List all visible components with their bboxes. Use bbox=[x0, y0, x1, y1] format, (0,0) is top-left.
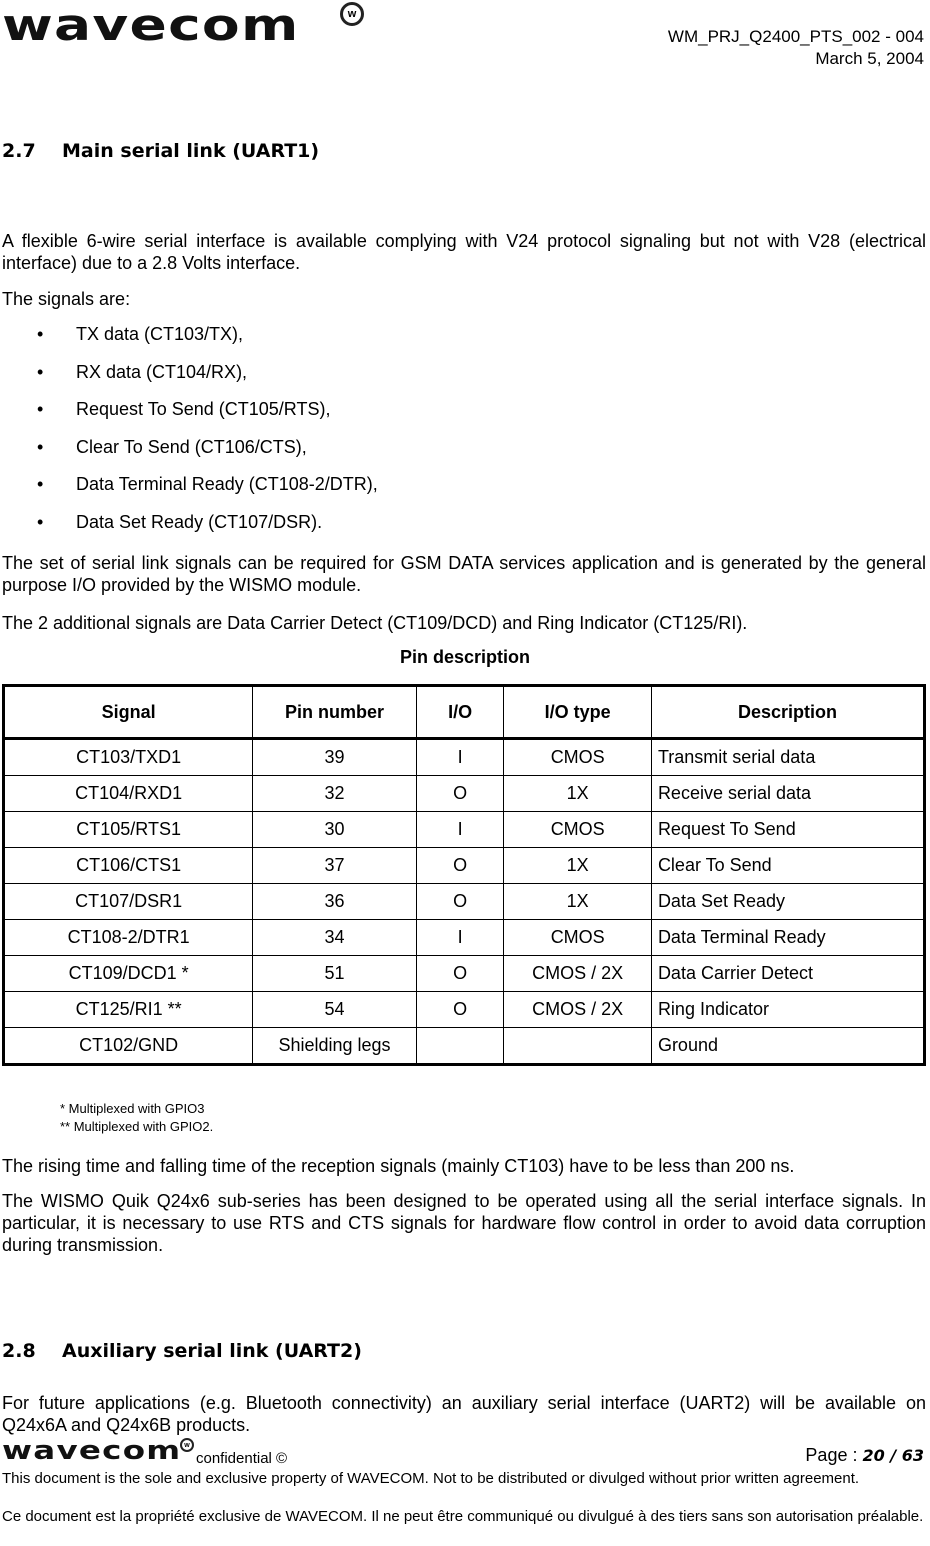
page-indicator bbox=[805, 1445, 924, 1466]
column-header: Pin number bbox=[253, 686, 417, 739]
additional-signals-paragraph: The 2 additional signals are Data Carrier Detect (CT109/DCD) and Ring Indicator (CT125/RI). bbox=[2, 613, 748, 633]
footnote-gpio3: * Multiplexed with GPIO3 bbox=[60, 1101, 205, 1116]
table-cell: Clear To Send bbox=[651, 848, 924, 884]
table-cell: 1X bbox=[504, 848, 652, 884]
table-cell: 39 bbox=[253, 739, 417, 776]
gsm-paragraph: The set of serial link signals can be required for GSM DATA services application and is generated by the general purpose I/O provided by the WISMO module. bbox=[2, 553, 926, 595]
table-cell: CT102/GND bbox=[4, 1028, 253, 1065]
section-heading-2-7 bbox=[2, 140, 319, 162]
list-item: • Data Set Ready (CT107/DSR). bbox=[2, 504, 378, 542]
bullet-icon: • bbox=[37, 436, 44, 457]
list-item: • Data Terminal Ready (CT108-2/DTR), bbox=[2, 466, 378, 504]
table-row bbox=[4, 884, 925, 920]
bullet-icon: • bbox=[37, 399, 44, 420]
list-item: • RX data (CT104/RX), bbox=[2, 354, 378, 392]
table-cell: O bbox=[416, 884, 504, 920]
table-header-row bbox=[4, 686, 925, 739]
table-row bbox=[4, 956, 925, 992]
pin-description-table bbox=[2, 684, 926, 1066]
table-row bbox=[4, 812, 925, 848]
column-header: I/O bbox=[416, 686, 504, 739]
wavecom-logo: wavecom bbox=[2, 0, 300, 51]
table-cell: 51 bbox=[253, 956, 417, 992]
table-cell: CT109/DCD1 * bbox=[4, 956, 253, 992]
table-cell: 37 bbox=[253, 848, 417, 884]
table-cell bbox=[504, 1028, 652, 1065]
table-cell: CMOS bbox=[504, 812, 652, 848]
table-cell: CT105/RTS1 bbox=[4, 812, 253, 848]
wavecom-badge-icon: w bbox=[340, 2, 364, 26]
table-cell: CT103/TXD1 bbox=[4, 739, 253, 776]
table-cell: I bbox=[416, 812, 504, 848]
table-cell: CMOS / 2X bbox=[504, 956, 652, 992]
list-item: • Clear To Send (CT106/CTS), bbox=[2, 429, 378, 467]
table-cell: Data Terminal Ready bbox=[651, 920, 924, 956]
table-row bbox=[4, 1028, 925, 1065]
table-cell: Transmit serial data bbox=[651, 739, 924, 776]
table-row bbox=[4, 739, 925, 776]
table-cell: 32 bbox=[253, 776, 417, 812]
document-header-info bbox=[668, 26, 924, 70]
table-cell: O bbox=[416, 848, 504, 884]
table-cell: CMOS / 2X bbox=[504, 992, 652, 1028]
table-footnotes bbox=[60, 1100, 213, 1136]
table-cell: 36 bbox=[253, 884, 417, 920]
page-label: Page : bbox=[805, 1445, 858, 1465]
table-cell: O bbox=[416, 776, 504, 812]
table-cell: O bbox=[416, 956, 504, 992]
table-cell: CMOS bbox=[504, 920, 652, 956]
bullet-icon: • bbox=[37, 324, 44, 344]
table-cell: CT107/DSR1 bbox=[4, 884, 253, 920]
bullet-icon: • bbox=[37, 361, 44, 382]
signals-label: The signals are: bbox=[2, 289, 131, 309]
document-id: WM_PRJ_Q2400_PTS_002 - 004 bbox=[667, 27, 924, 46]
footer-notice-fr: Ce document est la propriété exclusive de WAVECOM. Il ne peut être communiqué ou divulgué à des tiers sans son autorisation préalable. bbox=[2, 1508, 924, 1525]
footer-badge-icon: w bbox=[180, 1438, 194, 1452]
table-cell: Receive serial data bbox=[651, 776, 924, 812]
section-title: Auxiliary serial link (UART2) bbox=[62, 1340, 362, 1362]
table-cell bbox=[416, 1028, 504, 1065]
table-cell: CT108-2/DTR1 bbox=[4, 920, 253, 956]
table-row bbox=[4, 992, 925, 1028]
footer-wavecom-logo: wavecom bbox=[2, 1436, 182, 1466]
table-caption: Pin description bbox=[399, 647, 531, 667]
table-cell: CT104/RXD1 bbox=[4, 776, 253, 812]
uart2-paragraph: For future applications (e.g. Bluetooth connectivity) an auxiliary serial interface (UART2) will be available on Q24x6A and Q24x6B products. bbox=[2, 1393, 926, 1435]
table-cell: Request To Send bbox=[651, 812, 924, 848]
table-cell: 1X bbox=[504, 776, 652, 812]
confidential-label: confidential © bbox=[196, 1450, 288, 1467]
column-header: Description bbox=[651, 686, 924, 739]
table-cell: Data Set Ready bbox=[651, 884, 924, 920]
footer-notice-en: This document is the sole and exclusive property of WAVECOM. Not to be distributed or divulged without prior written agreement. bbox=[2, 1470, 860, 1487]
table-cell: Ground bbox=[651, 1028, 924, 1065]
table-cell: 54 bbox=[253, 992, 417, 1028]
section-title: Main serial link (UART1) bbox=[62, 140, 320, 162]
table-cell: I bbox=[416, 739, 504, 776]
document-date: March 5, 2004 bbox=[815, 49, 924, 68]
section-number: 2.7 bbox=[2, 140, 36, 162]
page-number: 20 / 63 bbox=[862, 1446, 924, 1465]
column-header: I/O type bbox=[504, 686, 652, 739]
list-item: • TX data (CT103/TX), bbox=[2, 316, 378, 354]
rising-time-paragraph: The rising time and falling time of the reception signals (mainly CT103) have to be less than 200 ns. bbox=[2, 1156, 795, 1176]
table-cell: I bbox=[416, 920, 504, 956]
column-header: Signal bbox=[4, 686, 253, 739]
table-cell: 30 bbox=[253, 812, 417, 848]
signal-bullet-list bbox=[2, 316, 378, 542]
intro-paragraph: A flexible 6-wire serial interface is available complying with V24 protocol signaling but not with V28 (electrical interface) due to a 2.8 Volts interface. bbox=[2, 231, 926, 273]
list-item: • Request To Send (CT105/RTS), bbox=[2, 391, 378, 429]
table-cell: CT106/CTS1 bbox=[4, 848, 253, 884]
table-cell: 34 bbox=[253, 920, 417, 956]
table-row bbox=[4, 776, 925, 812]
table-row bbox=[4, 848, 925, 884]
table-cell: Shielding legs bbox=[253, 1028, 417, 1065]
footnote-gpio2: ** Multiplexed with GPIO2. bbox=[60, 1119, 214, 1134]
wismo-paragraph: The WISMO Quik Q24x6 sub-series has been designed to be operated using all the serial interface signals. In particular, it is necessary to use RTS and CTS signals for hardware flow control in order to avoid data corruption during transmission. bbox=[2, 1191, 926, 1255]
bullet-icon: • bbox=[37, 511, 44, 532]
table-cell: Data Carrier Detect bbox=[651, 956, 924, 992]
table-cell: Ring Indicator bbox=[651, 992, 924, 1028]
section-number: 2.8 bbox=[2, 1340, 36, 1362]
section-heading-2-8 bbox=[2, 1340, 362, 1362]
table-cell: CMOS bbox=[504, 739, 652, 776]
table-cell: 1X bbox=[504, 884, 652, 920]
table-cell: O bbox=[416, 992, 504, 1028]
table-row bbox=[4, 920, 925, 956]
table-cell: CT125/RI1 ** bbox=[4, 992, 253, 1028]
bullet-icon: • bbox=[37, 474, 44, 495]
